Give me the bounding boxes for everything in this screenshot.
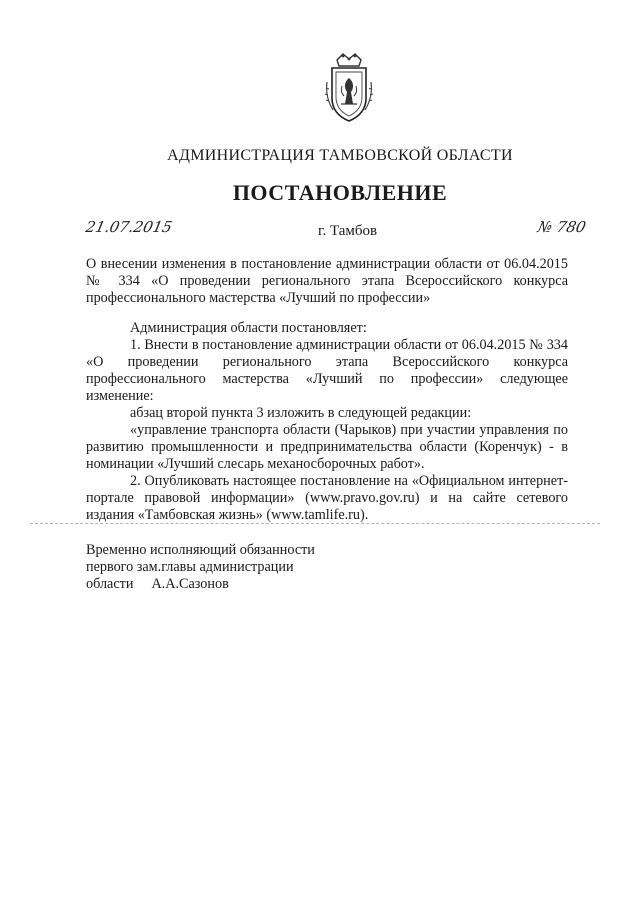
signature-position-line-3 — [86, 576, 315, 593]
item-1-paragraph: 1. Внести в постановление администрации области от 06.04.2015 № 334 «О проведении регионального этапа Всероссийского конкурса профессионального мастерства «Лучший по профессии» следующее изменение: — [86, 337, 568, 404]
signatory-name: А.А.Сазонов — [151, 576, 229, 592]
document-date: 21.07.2015 — [84, 218, 174, 236]
document-city: г. Тамбов — [318, 223, 378, 239]
item-1-instruction: абзац второй пункта 3 изложить в следующей редакции: — [130, 405, 472, 421]
subject-text: О внесении изменения в постановление администрации области от 06.04.2015 № 334 «О проведении регионального этапа Всероссийского конкурса профессионального мастерства «Лучший по профессии» — [86, 256, 568, 306]
document-type-heading: ПОСТАНОВЛЕНИЕ — [232, 180, 448, 205]
document-body — [86, 320, 568, 524]
signature-position-line-2: первого зам.главы администрации — [86, 559, 294, 575]
coat-of-arms-icon — [323, 52, 375, 124]
item-1-quote: «управление транспорта области (Чарыков) при участии управления по развитию промышленности и предпринимательства области (Коренчук) - в номинации «Лучший слесарь механосборочных работ». — [86, 422, 568, 472]
intro-paragraph: Администрация области постановляет: — [130, 320, 367, 336]
signature-block — [86, 542, 315, 593]
signature-region-label: области — [86, 576, 134, 592]
scan-artifact-line — [30, 523, 600, 525]
organization-title: АДМИНИСТРАЦИЯ ТАМБОВСКОЙ ОБЛАСТИ — [167, 147, 513, 164]
item-2-paragraph: 2. Опубликовать настоящее постановление на «Официальном интернет-портале правовой информации» (www.pravo.gov.ru) и на сайте сетевого издания «Тамбовская жизнь» (www.tamlife.ru). — [86, 473, 568, 523]
document-subject — [86, 256, 568, 307]
signature-position-line-1: Временно исполняющий обязанности — [86, 542, 315, 558]
document-number: № 780 — [536, 218, 588, 236]
